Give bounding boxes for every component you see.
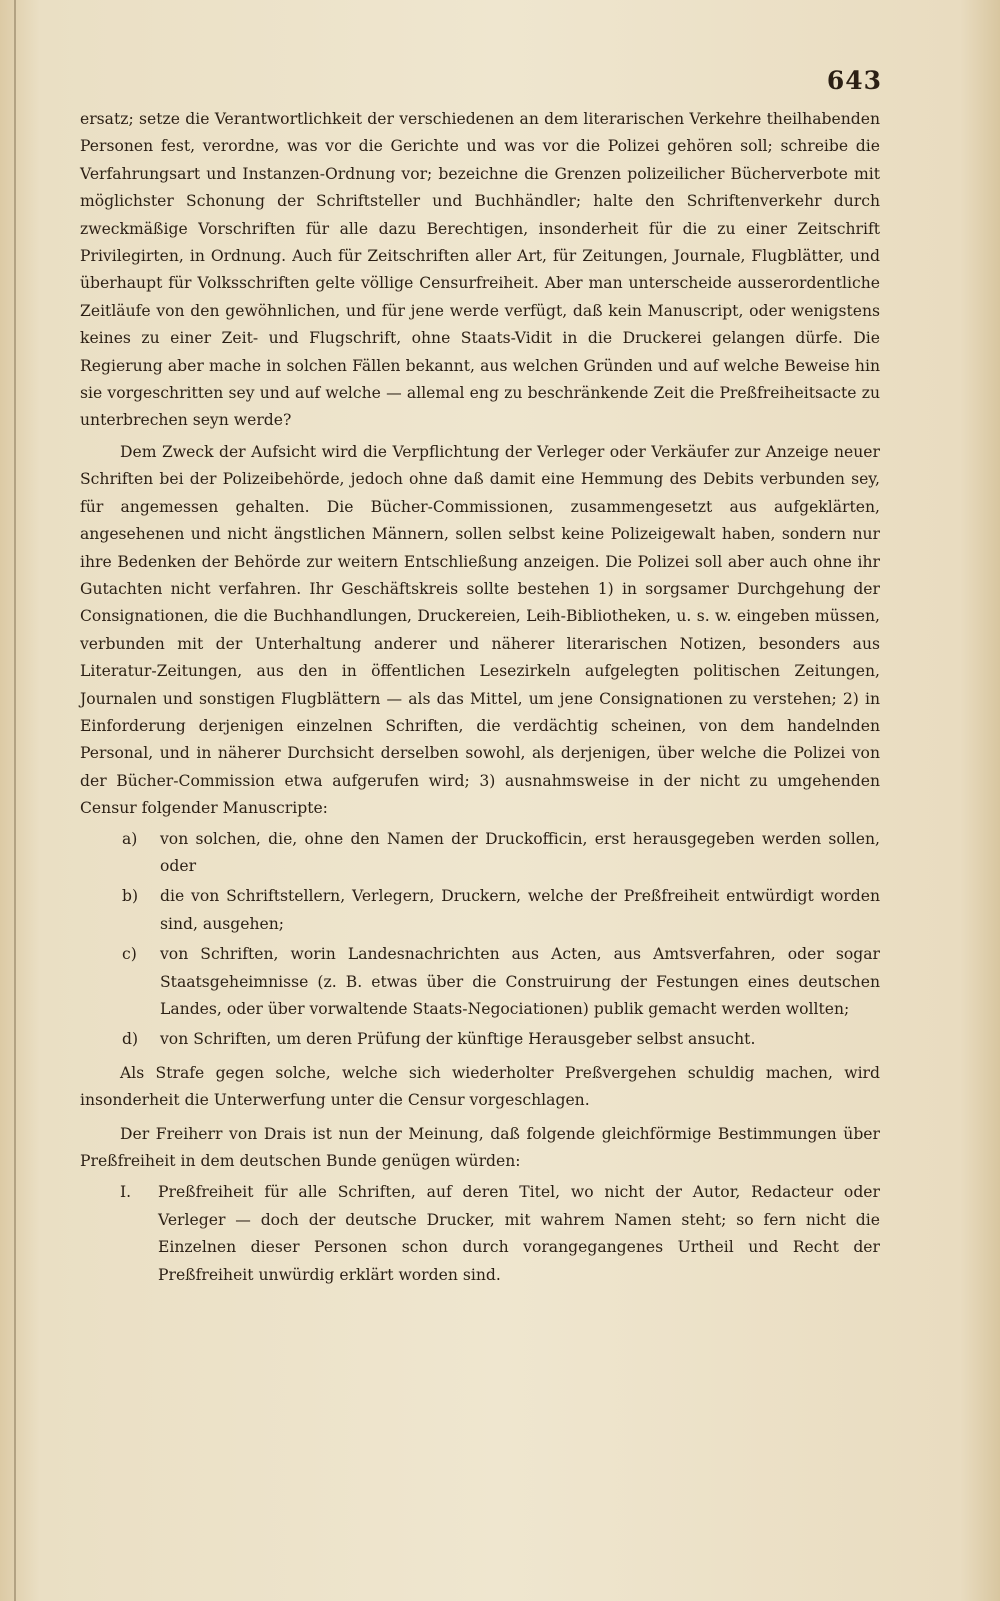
list-item bbox=[122, 826, 880, 881]
roman-item-label: I. bbox=[120, 1183, 132, 1202]
roman-item-text: Preßfreiheit für alle Schriften, auf deren Titel, wo nicht der Autor, Redacteur oder Verleger — doch der deutsche Drucker, mit wahrem Namen steht; so fern nicht die Einzelnen dieser Personen schon durch vorangegangenes Urtheil und Recht der Preßfreiheit unwürdig erklärt worden sind. bbox=[158, 1183, 880, 1284]
list-item bbox=[122, 941, 880, 1023]
list-item-text: von solchen, die, ohne den Namen der Druckofficin, erst herausgegeben werden sollen, oder bbox=[160, 829, 880, 875]
page-body bbox=[80, 106, 880, 1289]
list-item-label: a) bbox=[122, 829, 138, 848]
list-item bbox=[122, 883, 880, 938]
paragraph-3: Als Strafe gegen solche, welche sich wiederholter Preßvergehen schuldig machen, wird insonderheit die Unterwerfung unter die Censur vorgeschlagen. bbox=[80, 1063, 880, 1110]
list-item-text: von Schriften, um deren Prüfung der künftige Herausgeber selbst ansucht. bbox=[160, 1030, 756, 1049]
paragraph-2: Dem Zweck der Aufsicht wird die Verpflichtung der Verleger oder Verkäufer zur Anzeige neuer Schriften bei der Polizeibehörde, jedoch ohne daß damit eine Hemmung des Debits verbunden sey, für angemessen gehalten. Die Bücher-Commissionen, zusammengesetzt aus aufgeklärten, angesehenen und nicht ängstlichen Männern, sollen selbst keine Polizeigewalt haben, sondern nur ihre Bedenken der Behörde zur weitern Entschließung anzeigen. Die Polizei soll aber auch ohne ihr Gutachten nicht verfahren. Ihr Geschäftskreis sollte bestehen 1) in sorgsamer Durchgehung der Consignationen, die die Buchhandlungen, Druckereien, Leih-Bibliotheken, u. s. w. eingeben müssen, verbunden mit der Unterhaltung anderer und näherer literarischen Notizen, besonders aus Literatur-Zeitungen, aus den in öffentlichen Lesezirkeln aufgelegten politischen Zeitungen, Journalen und sonstigen Flugblättern — als das Mittel, um jene Consignationen zu verstehen; 2) in Einforderung derjenigen einzelnen Schriften, die verdächtig scheinen, von dem handelnden Personal, und in näherer Durchsicht derselben sowohl, als derjenigen, über welche die Polizei von der Bücher-Commission etwa aufgerufen wird; 3) ausnahmsweise in der nicht zu umgehenden Censur folgender Manuscripte: bbox=[80, 442, 880, 818]
list-item-label: d) bbox=[122, 1030, 139, 1049]
page-number: 643 bbox=[826, 66, 882, 95]
list-item-text: von Schriften, worin Landesnachrichten aus Acten, aus Amtsverfahren, oder sogar Staatsgeheimnisse (z. B. etwas über die Construirung der Festungen eines deutschen Landes, oder über vorwaltende Staats-Negociationen) publik gemacht werden wollten; bbox=[160, 945, 880, 1018]
paragraph-1: ersatz; setze die Verantwortlichkeit der verschiedenen an dem literarischen Verkehre theilhabenden Personen fest, verordne, was vor die Gerichte und was vor die Polizei gehören soll; schreibe die Verfahrungsart und Instanzen-Ordnung vor; bezeichne die Grenzen polizeilicher Bücherverbote mit möglichster Schonung der Schriftsteller und Buchhändler; halte den Schriftenverkehr durch zweckmäßige Vorschriften für alle dazu Berechtigen, insonderheit für die zu einer Zeitschrift Privilegirten, in Ordnung. Auch für Zeitschriften aller Art, für Zeitungen, Journale, Flugblätter, und überhaupt für Volksschriften gelte völlige Censurfreiheit. Aber man unterscheide ausserordentliche Zeitläufe von den gewöhnlichen, und für jene werde verfügt, daß kein Manuscript, oder wenigstens keines zu einer Zeit- und Flugschrift, ohne Staats-Vidit in die Druckerei gelangen dürfe. Die Regierung aber mache in solchen Fällen bekannt, aus welchen Gründen und auf welche Beweise hin sie vorgeschritten sey und auf welche — allemal eng zu beschränkende Zeit die Preßfreiheitsacte zu unterbrechen seyn werde? bbox=[80, 110, 880, 430]
list-item-label: b) bbox=[122, 887, 139, 906]
roman-list-item bbox=[120, 1179, 880, 1289]
list-item bbox=[122, 1026, 880, 1053]
page-edge-line bbox=[14, 0, 16, 1601]
list-item-label: c) bbox=[122, 945, 137, 964]
list-item-text: die von Schriftstellern, Verlegern, Druckern, welche der Preßfreiheit entwürdigt worden sind, ausgehen; bbox=[160, 887, 880, 933]
paragraph-4: Der Freiherr von Drais ist nun der Meinung, daß folgende gleichförmige Bestimmungen über Preßfreiheit in dem deutschen Bunde genügen würden: bbox=[80, 1124, 880, 1171]
